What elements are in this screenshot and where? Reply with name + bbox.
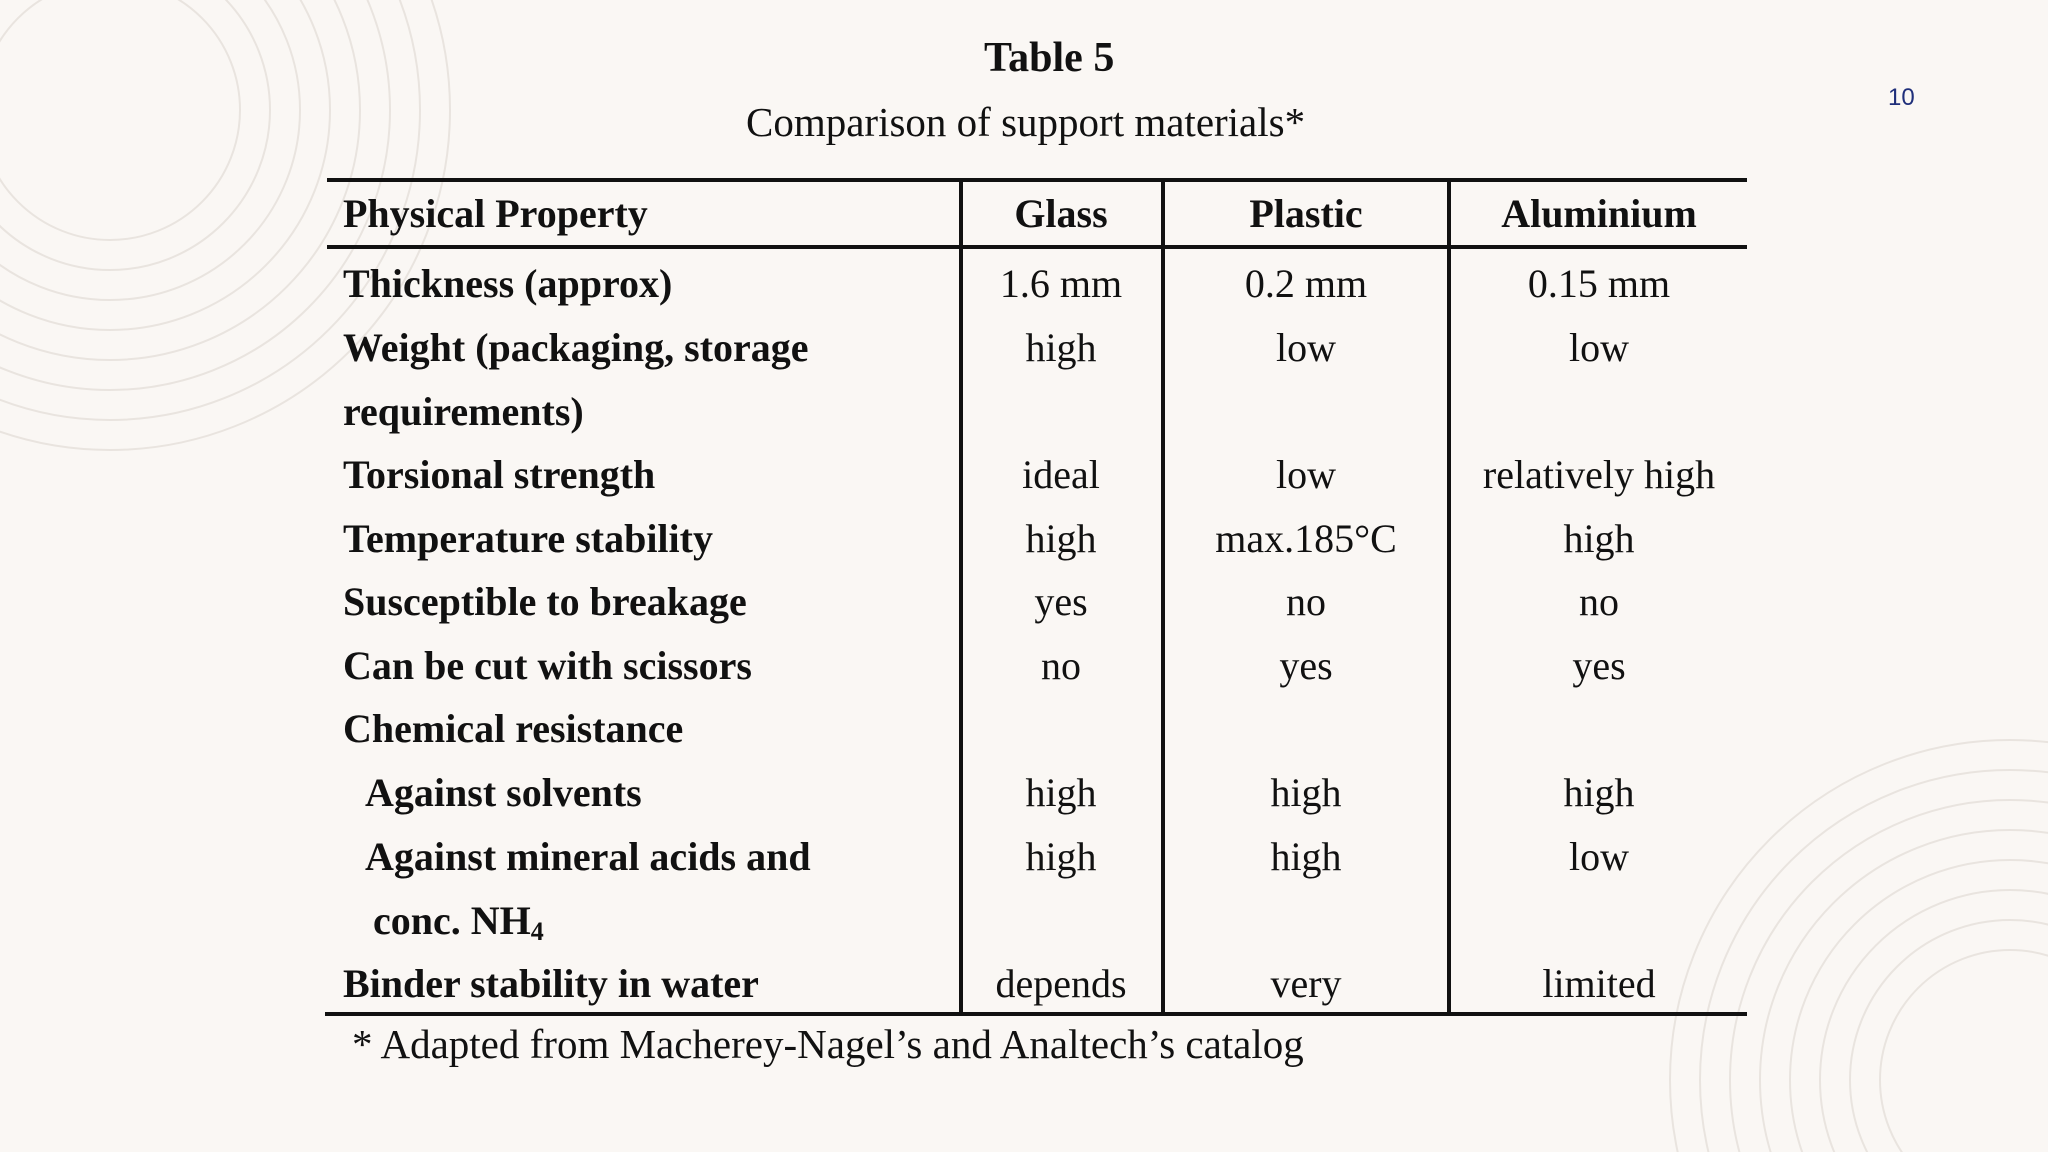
cell-aluminium: high (1563, 770, 1635, 815)
column-header-glass: Glass (1014, 191, 1108, 236)
row-property: Against solvents (365, 770, 642, 815)
cell-plastic: low (1276, 452, 1336, 497)
cell-glass: yes (1034, 579, 1088, 624)
cell-aluminium: low (1569, 834, 1629, 879)
row-property: Against mineral acids and (365, 834, 811, 879)
cell-aluminium: relatively high (1482, 452, 1716, 497)
cell-glass: no (1041, 643, 1081, 688)
cell-glass: high (1025, 325, 1097, 370)
cell-plastic: very (1270, 961, 1342, 1006)
cell-aluminium: yes (1572, 643, 1626, 688)
table-title: Table 5 (984, 35, 1115, 81)
row-property: Binder stability in water (343, 961, 759, 1006)
cell-aluminium: 0.15 mm (1527, 261, 1671, 306)
cell-glass: 1.6 mm (999, 261, 1123, 306)
row-property: Temperature stability (343, 516, 713, 561)
cell-glass: depends (995, 961, 1127, 1006)
cell-plastic: yes (1279, 643, 1333, 688)
table-footnote: * Adapted from Macherey-Nagel’s and Analtech’s catalog (352, 1021, 1304, 1067)
row-property-continued-text: conc. NH (373, 898, 531, 943)
cell-glass: high (1025, 834, 1097, 879)
cell-plastic: low (1276, 325, 1336, 370)
column-header-property: Physical Property (343, 191, 648, 236)
cell-plastic: max.185°C (1215, 516, 1397, 561)
row-property: Can be cut with scissors (343, 643, 752, 688)
cell-aluminium: high (1563, 516, 1635, 561)
slide-number: 10 (1888, 84, 1915, 111)
cell-aluminium: limited (1542, 961, 1656, 1006)
subscript: 4 (530, 917, 544, 946)
cell-plastic: high (1270, 834, 1342, 879)
cell-plastic: 0.2 mm (1244, 261, 1368, 306)
row-property: Chemical resistance (343, 706, 684, 751)
row-property-continued: requirements) (343, 389, 584, 434)
cell-plastic: no (1286, 579, 1326, 624)
cell-plastic: high (1270, 770, 1342, 815)
column-header-plastic: Plastic (1249, 191, 1363, 236)
cell-glass: high (1025, 770, 1097, 815)
row-property: Thickness (approx) (343, 261, 673, 306)
cell-glass: high (1025, 516, 1097, 561)
cell-glass: ideal (1022, 452, 1100, 497)
row-property: Weight (packaging, storage (343, 325, 809, 370)
cell-aluminium: no (1579, 579, 1619, 624)
table-subtitle: Comparison of support materials* (746, 99, 1306, 145)
cell-aluminium: low (1569, 325, 1629, 370)
row-property: Torsional strength (343, 452, 656, 497)
row-property: Susceptible to breakage (343, 579, 747, 624)
column-header-aluminium: Aluminium (1501, 191, 1697, 236)
